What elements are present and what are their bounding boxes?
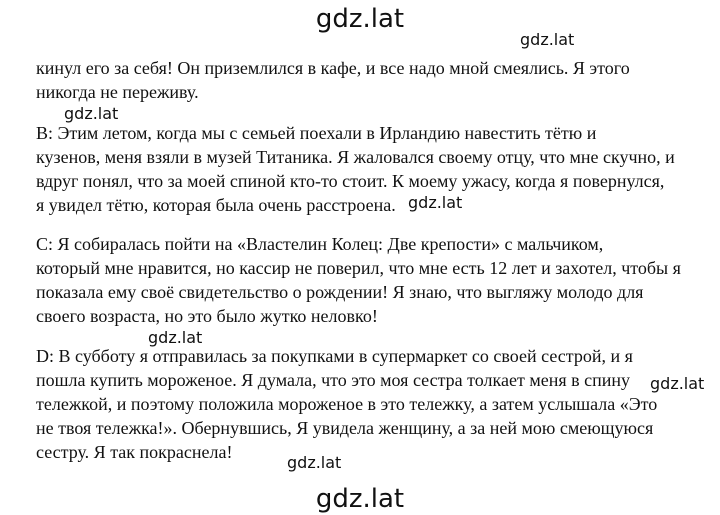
text-line: никогда не переживу. <box>36 82 199 102</box>
text-line: B: Этим летом, когда мы с семьей поехали в Ирландию навестить тётю и <box>36 123 597 143</box>
watermark-top: gdz.lat <box>315 4 405 34</box>
text-line: C: Я собиралась пойти на «Властелин Колец: Две крепости» с мальчиком, <box>36 234 604 254</box>
watermark-small: gdz.lat <box>650 374 705 393</box>
watermark-small: gdz.lat <box>64 104 119 123</box>
watermark-small: gdz.lat <box>520 30 575 49</box>
text-line: я увидел тётю, которая была очень расстроена. <box>36 195 396 215</box>
text-line: не твоя тележка!». Обернувшись, Я увидела женщину, а за ней мою смеющуюся <box>36 418 654 438</box>
watermark-bottom: gdz.lat <box>315 484 405 514</box>
text-line: сестру. Я так покраснела! <box>36 442 233 462</box>
watermark-small: gdz.lat <box>408 193 463 212</box>
text-line: пошла купить мороженое. Я думала, что это моя сестра толкает меня в спину <box>36 370 631 390</box>
text-line: который мне нравится, но кассир не поверил, что мне есть 12 лет и захотел, чтобы я <box>36 258 681 278</box>
watermark-small: gdz.lat <box>287 453 342 472</box>
text-line: тележкой, и поэтому положила мороженое в это тележку, а затем услышала «Это <box>36 394 658 414</box>
text-line: кинул его за себя! Он приземлился в кафе, и все надо мной смеялись. Я этого <box>36 58 630 78</box>
text-line: D: В субботу я отправилась за покупками в супермаркет со своей сестрой, и я <box>36 346 633 366</box>
watermark-small: gdz.lat <box>148 328 203 347</box>
text-line: своего возраста, но это было жутко неловко! <box>36 306 378 326</box>
text-line: показала ему своё свидетельство о рождении! Я знаю, что выгляжу молодо для <box>36 282 644 302</box>
text-line: вдруг понял, что за моей спиной кто-то стоит. К моему ужасу, когда я повернулся, <box>36 171 665 191</box>
text-line: кузенов, меня взяли в музей Титаника. Я жаловался своему отцу, что мне скучно, и <box>36 147 675 167</box>
